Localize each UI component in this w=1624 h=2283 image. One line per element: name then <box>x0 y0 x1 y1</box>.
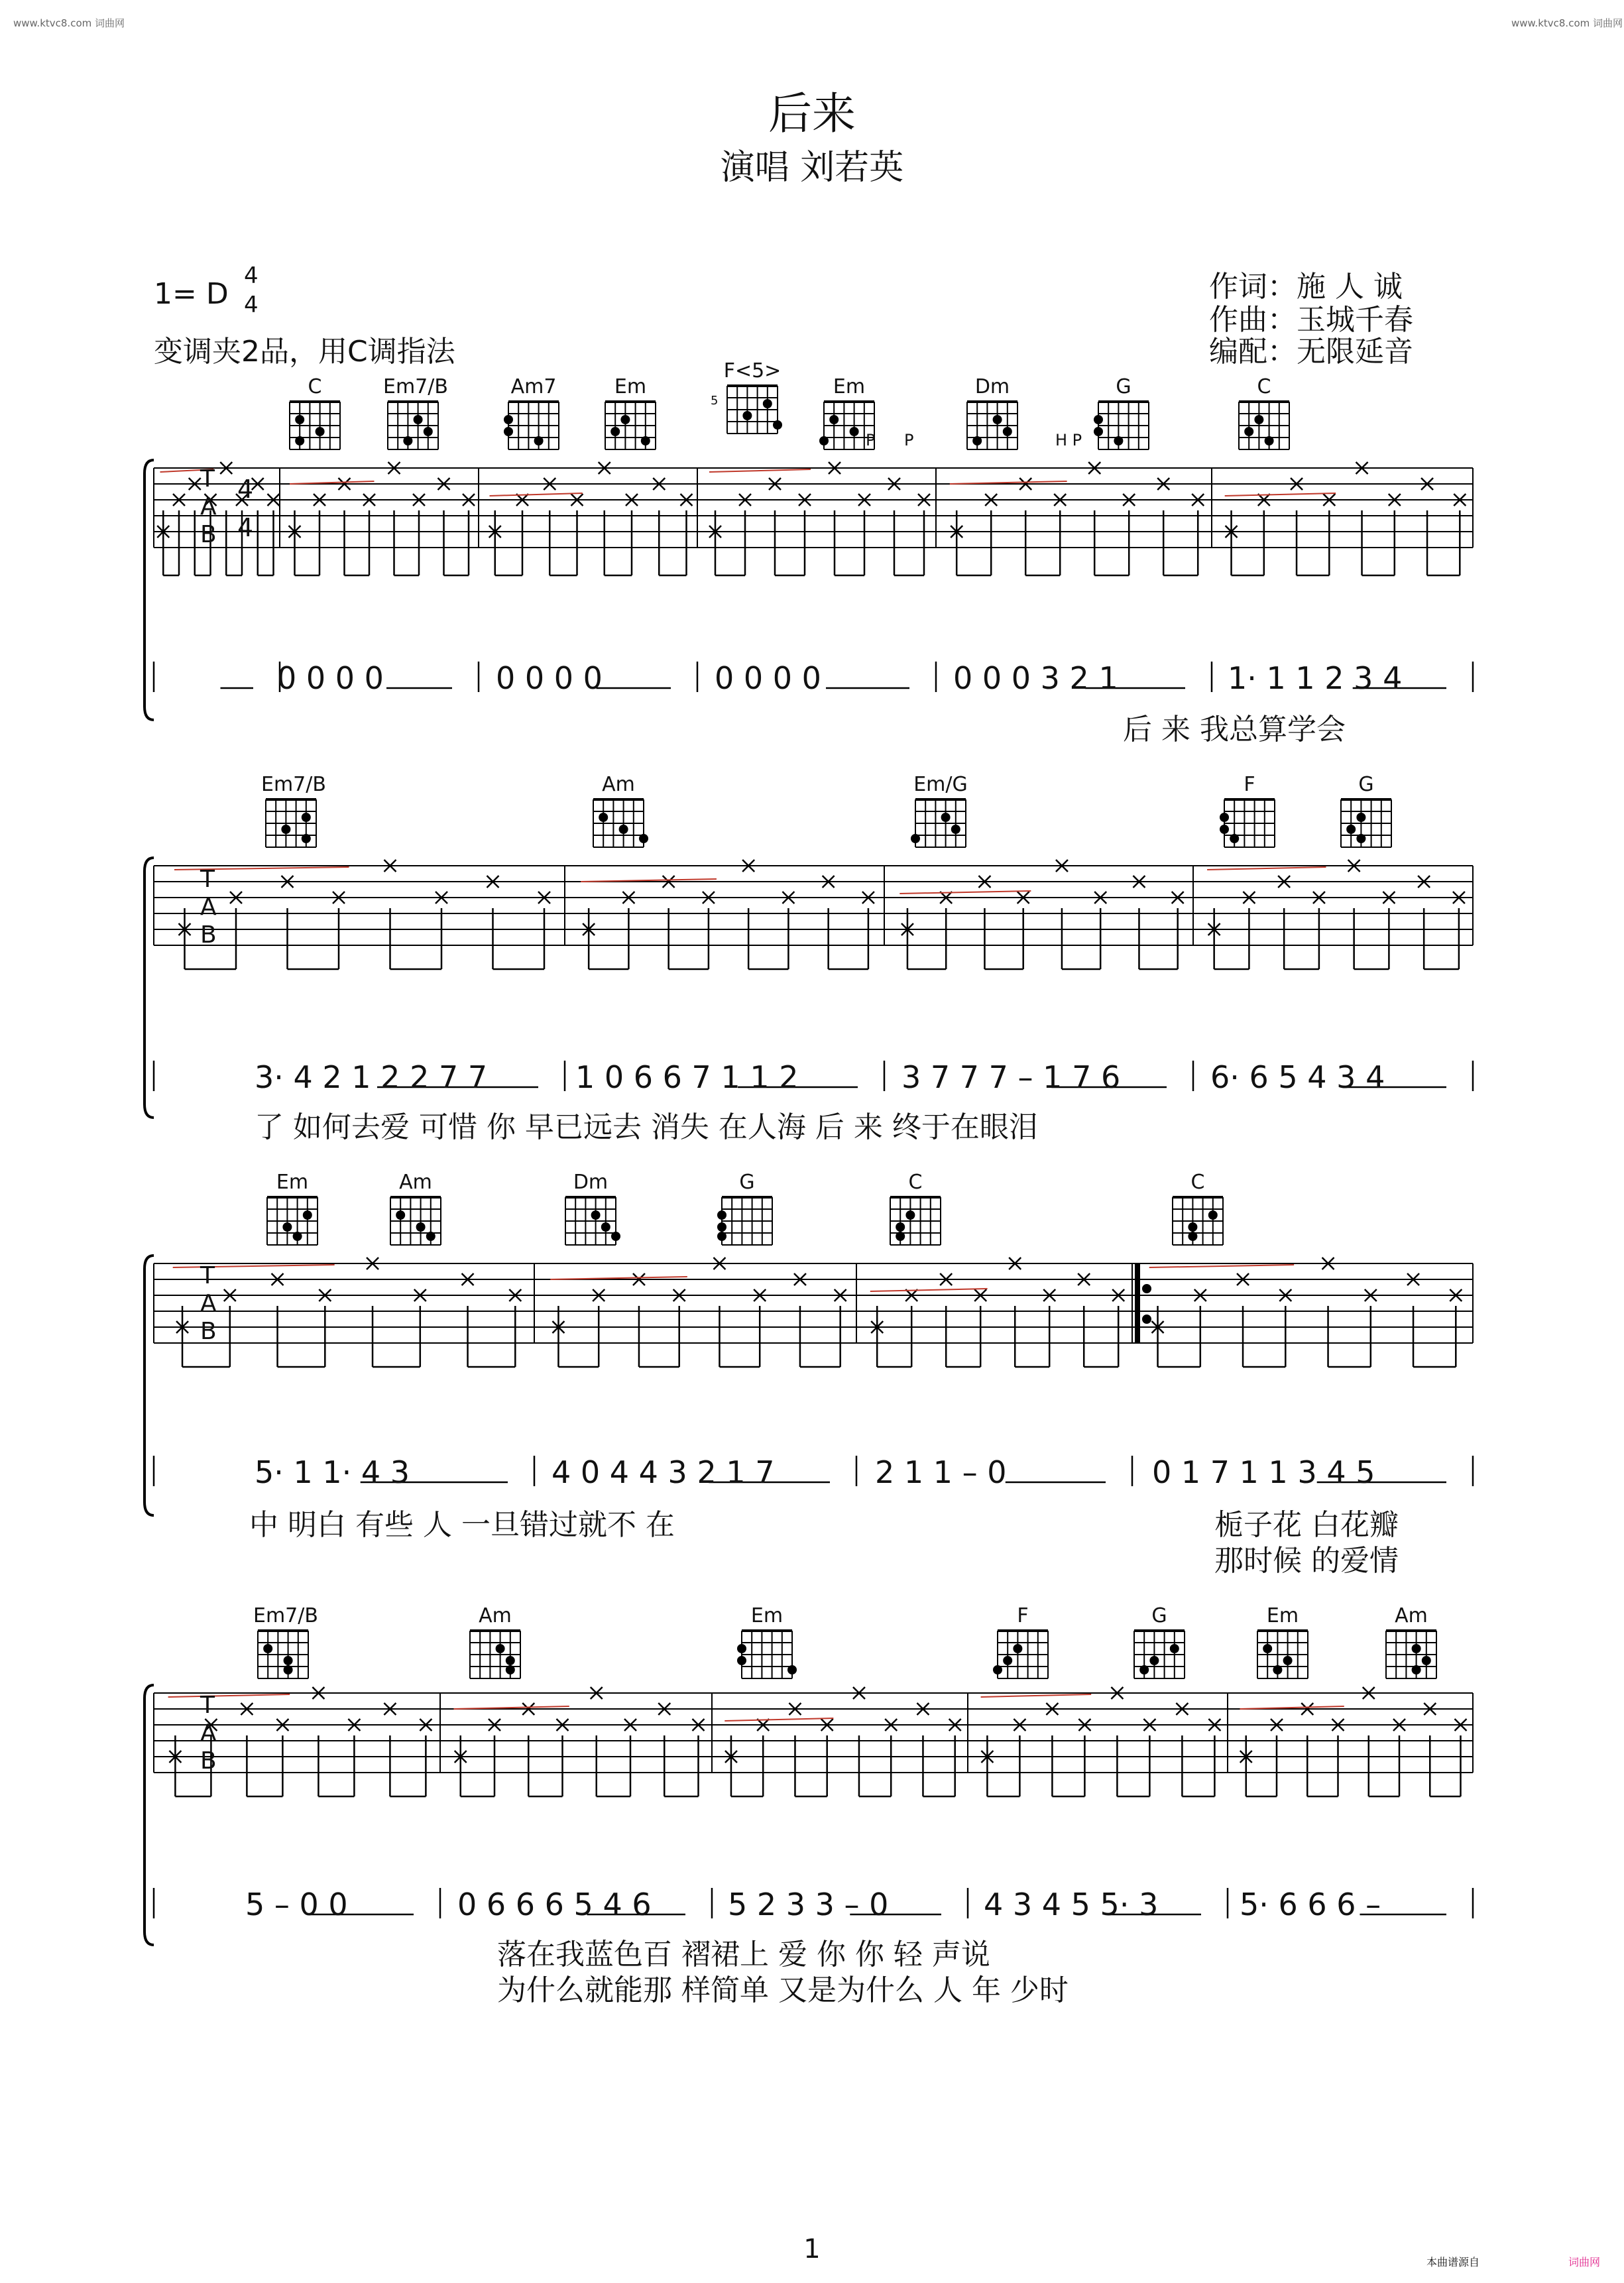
lyric-line: 那时候 的爱情 <box>1214 1544 1399 1578</box>
pull-off-mark: P <box>866 431 876 449</box>
jianpu-measure: 0 1 7 1 1 3 4 5 <box>1152 1454 1375 1490</box>
jianpu-measure: 0 6 6 6 5 4 6 <box>457 1887 652 1922</box>
chord-name: G <box>1151 1604 1167 1627</box>
chord-name: Em/G <box>913 773 968 796</box>
jianpu-measure: 5· 1 1· 4 3 <box>255 1454 410 1490</box>
composer: 作曲：玉城千春 <box>1209 303 1413 337</box>
corner-watermark-left: www.ktvc8.com 词曲网 <box>13 17 125 29</box>
time-signature-top: 4 <box>244 263 259 289</box>
page-number: 1 <box>803 2234 821 2264</box>
chord-name: Dm <box>974 375 1010 398</box>
tab-clef-b: B <box>200 1318 217 1345</box>
chord-name: C <box>908 1171 923 1194</box>
chord-name: Am7 <box>510 375 557 398</box>
corner-watermark-right: www.ktvc8.com 词曲网 <box>1511 17 1623 29</box>
jianpu-measure: 0 0 0 0 <box>277 660 384 696</box>
tab-clef-t: T <box>200 1692 215 1719</box>
chord-name: F <box>1017 1604 1029 1627</box>
chord-name: F<5> <box>723 359 782 382</box>
jianpu-measure: 4 3 4 5 5· 3 <box>984 1887 1159 1922</box>
lyric-line: 中 明白 有些 人 一旦错过就不 在 <box>249 1508 675 1542</box>
jianpu-measure: 5· 6 6 6 – <box>1240 1887 1381 1922</box>
chord-name: Em <box>1266 1604 1299 1627</box>
jianpu-measure: 1 0 6 6 7 1 1 2 <box>575 1059 799 1095</box>
chord-name: Em7/B <box>261 773 326 796</box>
jianpu-measure: 2 1 1 – 0 <box>875 1454 1007 1490</box>
lyric-line: 了 如何去爱 可惜 你 早已远去 消失 在人海 后 来 终于在眼泪 <box>255 1110 1038 1144</box>
jianpu-measure: 5 – 0 0 <box>245 1887 348 1922</box>
hammer-pull-mark: H P <box>1055 431 1082 449</box>
jianpu-measure: 4 0 4 4 3 2 1 7 <box>551 1454 775 1490</box>
tab-clef-t: T <box>200 1262 215 1289</box>
chord-name: G <box>1116 375 1131 398</box>
chord-name: Am <box>479 1604 512 1627</box>
chord-name: C <box>1190 1171 1205 1194</box>
jianpu-measure: 6· 6 5 4 3 4 <box>1210 1059 1385 1095</box>
chord-name: Am <box>399 1171 432 1194</box>
jianpu-measure: 0 0 0 3 2 1 <box>953 660 1118 696</box>
tab-clef-a: A <box>200 1290 217 1317</box>
jianpu-measure: 5 2 3 3 – 0 <box>728 1887 889 1922</box>
jianpu-measure: 1· 1 1 2 3 4 <box>1228 660 1403 696</box>
chord-name: Am <box>1395 1604 1428 1627</box>
tab-clef-t: T <box>200 465 215 493</box>
chord-name: Am <box>602 773 635 796</box>
lyric-line: 后 来 我总算学会 <box>1123 713 1346 746</box>
tab-clef-a: A <box>200 1720 217 1747</box>
jianpu-measure: 0 0 0 0 <box>715 660 821 696</box>
lyric-line: 为什么就能那 样简单 又是为什么 人 年 少时 <box>497 1973 1069 2007</box>
pull-off-mark: P <box>904 431 914 449</box>
song-singer: 演唱 刘若英 <box>720 148 904 188</box>
capo-note: 变调夹2品，用C调指法 <box>154 335 455 369</box>
jianpu-measure: 0 0 0 0 <box>496 660 603 696</box>
footer-site-logo: 词曲网 <box>1568 2256 1601 2268</box>
jianpu-measure: 3· 4 2 1 2 2 7 7 <box>255 1059 488 1095</box>
key-signature: 1= D <box>154 277 229 311</box>
time-signature-bottom: 4 <box>244 292 259 318</box>
chord-name: G <box>739 1171 755 1194</box>
chord-name: Em7/B <box>253 1604 318 1627</box>
chord-name: G <box>1358 773 1374 796</box>
chord-name: Dm <box>573 1171 609 1194</box>
lyric-line: 栀子花 白花瓣 <box>1214 1508 1399 1542</box>
lyric-line: 落在我蓝色百 褶裙上 爱 你 你 轻 声说 <box>497 1938 990 1971</box>
fret-position-mark: 5 <box>711 394 719 408</box>
tab-clef-b: B <box>200 921 217 949</box>
chord-name: Em <box>750 1604 783 1627</box>
tab-clef-b: B <box>200 521 217 548</box>
footer-source-label: 本曲谱源自 <box>1426 2256 1480 2268</box>
tab-time-top: 4 <box>237 475 254 504</box>
chord-name: Em7/B <box>383 375 448 398</box>
chord-name: C <box>308 375 322 398</box>
chord-name: F <box>1244 773 1255 796</box>
chord-name: C <box>1257 375 1271 398</box>
song-title: 后来 <box>768 88 856 139</box>
tab-clef-b: B <box>200 1747 217 1775</box>
chord-name: Em <box>833 375 866 398</box>
chord-name: Em <box>276 1171 309 1194</box>
tab-time-bottom: 4 <box>237 513 254 542</box>
tab-clef-t: T <box>200 866 215 893</box>
chord-name: Em <box>614 375 647 398</box>
tab-clef-a: A <box>200 493 217 520</box>
arranger: 编配：无限延音 <box>1209 335 1413 369</box>
lyricist: 作词：施 人 诚 <box>1209 270 1403 304</box>
jianpu-measure: 3 7 7 7 – 1 7 6 <box>901 1059 1121 1095</box>
tab-clef-a: A <box>200 894 217 921</box>
